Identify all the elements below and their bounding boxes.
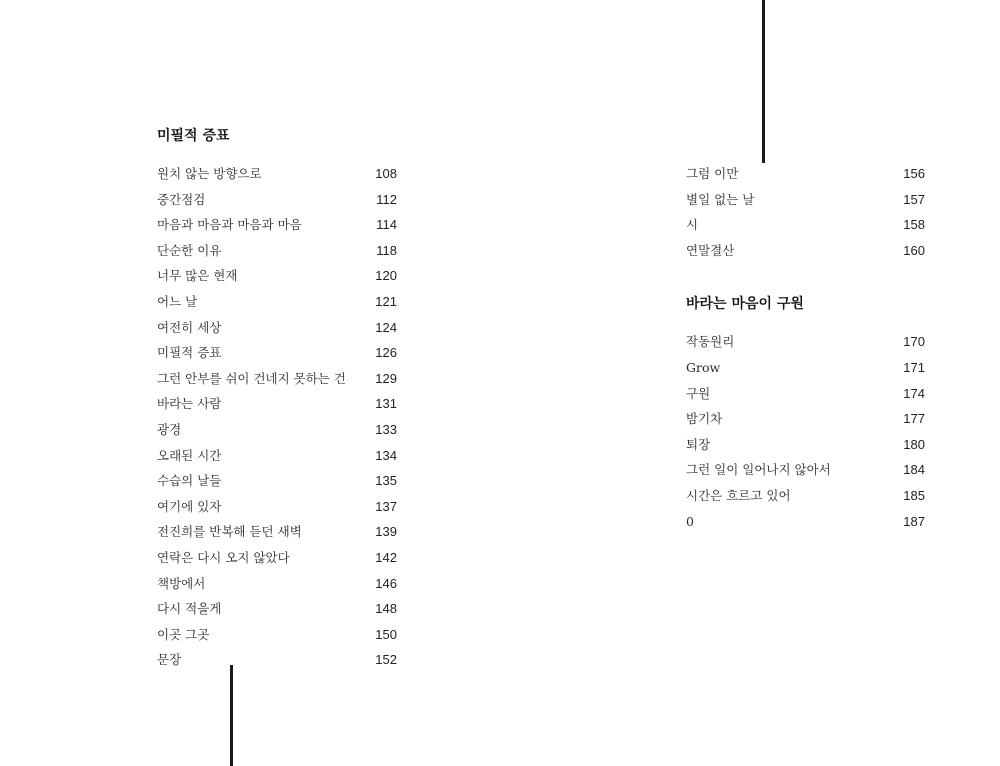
entry-title: 그런 일이 일어나지 않아서 [686,462,831,478]
entry-page-number: 150 [375,626,397,642]
entry-page-number: 146 [375,575,397,591]
entry-page-number: 114 [376,217,397,233]
entry-page-number: 148 [375,601,397,617]
toc-entry[interactable] [157,468,397,494]
entry-page-number: 158 [903,217,925,233]
toc-entry[interactable] [157,417,397,443]
entry-page-number: 177 [903,411,925,427]
toc-entry[interactable] [157,315,397,341]
toc-entry[interactable] [157,519,397,545]
entry-title: Grow [686,359,721,375]
entry-title: 0 [686,513,694,529]
toc-entry[interactable] [157,494,397,520]
entry-title: 오래된 시간 [157,447,222,463]
entry-page-number: 121 [375,293,397,309]
entry-page-number: 137 [375,498,397,514]
entry-page-number: 171 [903,359,925,375]
entry-title: 연락은 다시 오지 않았다 [157,549,290,565]
entry-title: 그런 안부를 쉬이 건네지 못하는 건 [157,370,346,386]
entry-page-number: 170 [903,334,925,350]
toc-entry[interactable] [157,443,397,469]
entry-page-number: 133 [375,421,397,437]
toc-list-right [686,329,925,534]
entry-title: 여기에 있자 [157,498,222,514]
entry-title: 별일 없는 날 [686,191,755,207]
entry-title: 퇴장 [686,436,711,452]
section-title: 미필적 증표 [157,128,230,144]
entry-title: 그럼 이만 [686,166,739,181]
toc-entry[interactable] [157,212,397,238]
toc-entry[interactable] [686,509,925,535]
toc-entry[interactable] [157,366,397,392]
toc-entry[interactable] [157,391,397,417]
toc-entry[interactable] [157,187,397,213]
section-title: 바라는 마음이 구원 [686,296,804,313]
toc-entry[interactable] [686,212,925,238]
entry-page-number: 142 [375,549,397,565]
entry-page-number: 135 [375,473,397,489]
toc-list-left [157,161,397,673]
toc-column-right [686,161,925,534]
entry-title: 작동원리 [686,334,735,350]
decorative-rule-bottom [230,665,233,766]
entry-title: 시간은 흐르고 있어 [686,487,791,503]
entry-title: 미필적 증표 [157,345,222,361]
toc-entry[interactable] [157,289,397,315]
entry-page-number: 131 [375,396,397,412]
entry-title: 마음과 마음과 마음과 마음 [157,217,302,233]
decorative-rule-top [762,0,765,163]
entry-title: 너무 많은 현재 [157,268,238,284]
entry-title: 광경 [157,421,182,437]
entry-page-number: 112 [376,191,397,207]
entry-title: 원치 않는 방향으로 [157,166,262,181]
entry-title: 연말결산 [686,242,735,258]
entry-page-number: 126 [375,345,397,361]
entry-page-number: 108 [375,166,397,181]
toc-list-right-continued [686,161,925,263]
entry-page-number: 129 [375,370,397,386]
entry-title: 문장 [157,652,182,668]
toc-entry[interactable] [157,263,397,289]
toc-entry[interactable] [157,622,397,648]
toc-entry[interactable] [686,483,925,509]
toc-entry[interactable] [686,187,925,213]
entry-title: 구원 [686,385,711,401]
entry-title: 여전히 세상 [157,319,222,335]
entry-page-number: 139 [375,524,397,540]
toc-entry[interactable] [686,457,925,483]
entry-title: 바라는 사람 [157,396,222,412]
entry-title: 전진희를 반복해 듣던 새벽 [157,524,302,540]
toc-column-left [157,126,397,673]
entry-title: 단순한 이유 [157,242,222,258]
entry-page-number: 185 [903,487,925,503]
toc-entry[interactable] [686,355,925,381]
toc-entry[interactable] [686,381,925,407]
entry-page-number: 124 [375,319,397,335]
toc-entry[interactable] [157,571,397,597]
entry-title: 중간점검 [157,191,206,207]
entry-title: 수습의 날들 [157,473,222,489]
toc-entry[interactable] [157,238,397,264]
entry-page-number: 160 [903,242,925,258]
entry-page-number: 157 [903,191,925,207]
entry-page-number: 134 [375,447,397,463]
toc-entry[interactable] [157,545,397,571]
toc-entry[interactable] [157,647,397,673]
entry-page-number: 174 [903,385,925,401]
entry-title: 책방에서 [157,575,206,591]
entry-title: 이곳 그곳 [157,626,210,642]
entry-title: 다시 적을게 [157,601,222,617]
toc-entry[interactable] [157,596,397,622]
entry-title: 어느 날 [157,293,198,309]
toc-entry[interactable] [686,406,925,432]
entry-page-number: 156 [903,166,925,181]
toc-entry[interactable] [686,238,925,264]
toc-entry[interactable] [686,329,925,355]
toc-entry[interactable] [157,340,397,366]
toc-entry[interactable] [157,161,397,187]
entry-page-number: 184 [903,462,925,478]
toc-entry[interactable] [686,432,925,458]
entry-page-number: 152 [375,652,397,668]
toc-entry[interactable] [686,161,925,187]
entry-title: 밤기차 [686,411,723,427]
entry-page-number: 180 [903,436,925,452]
entry-page-number: 118 [376,242,397,258]
entry-page-number: 120 [375,268,397,284]
entry-page-number: 187 [903,513,925,529]
entry-title: 시 [686,217,699,233]
